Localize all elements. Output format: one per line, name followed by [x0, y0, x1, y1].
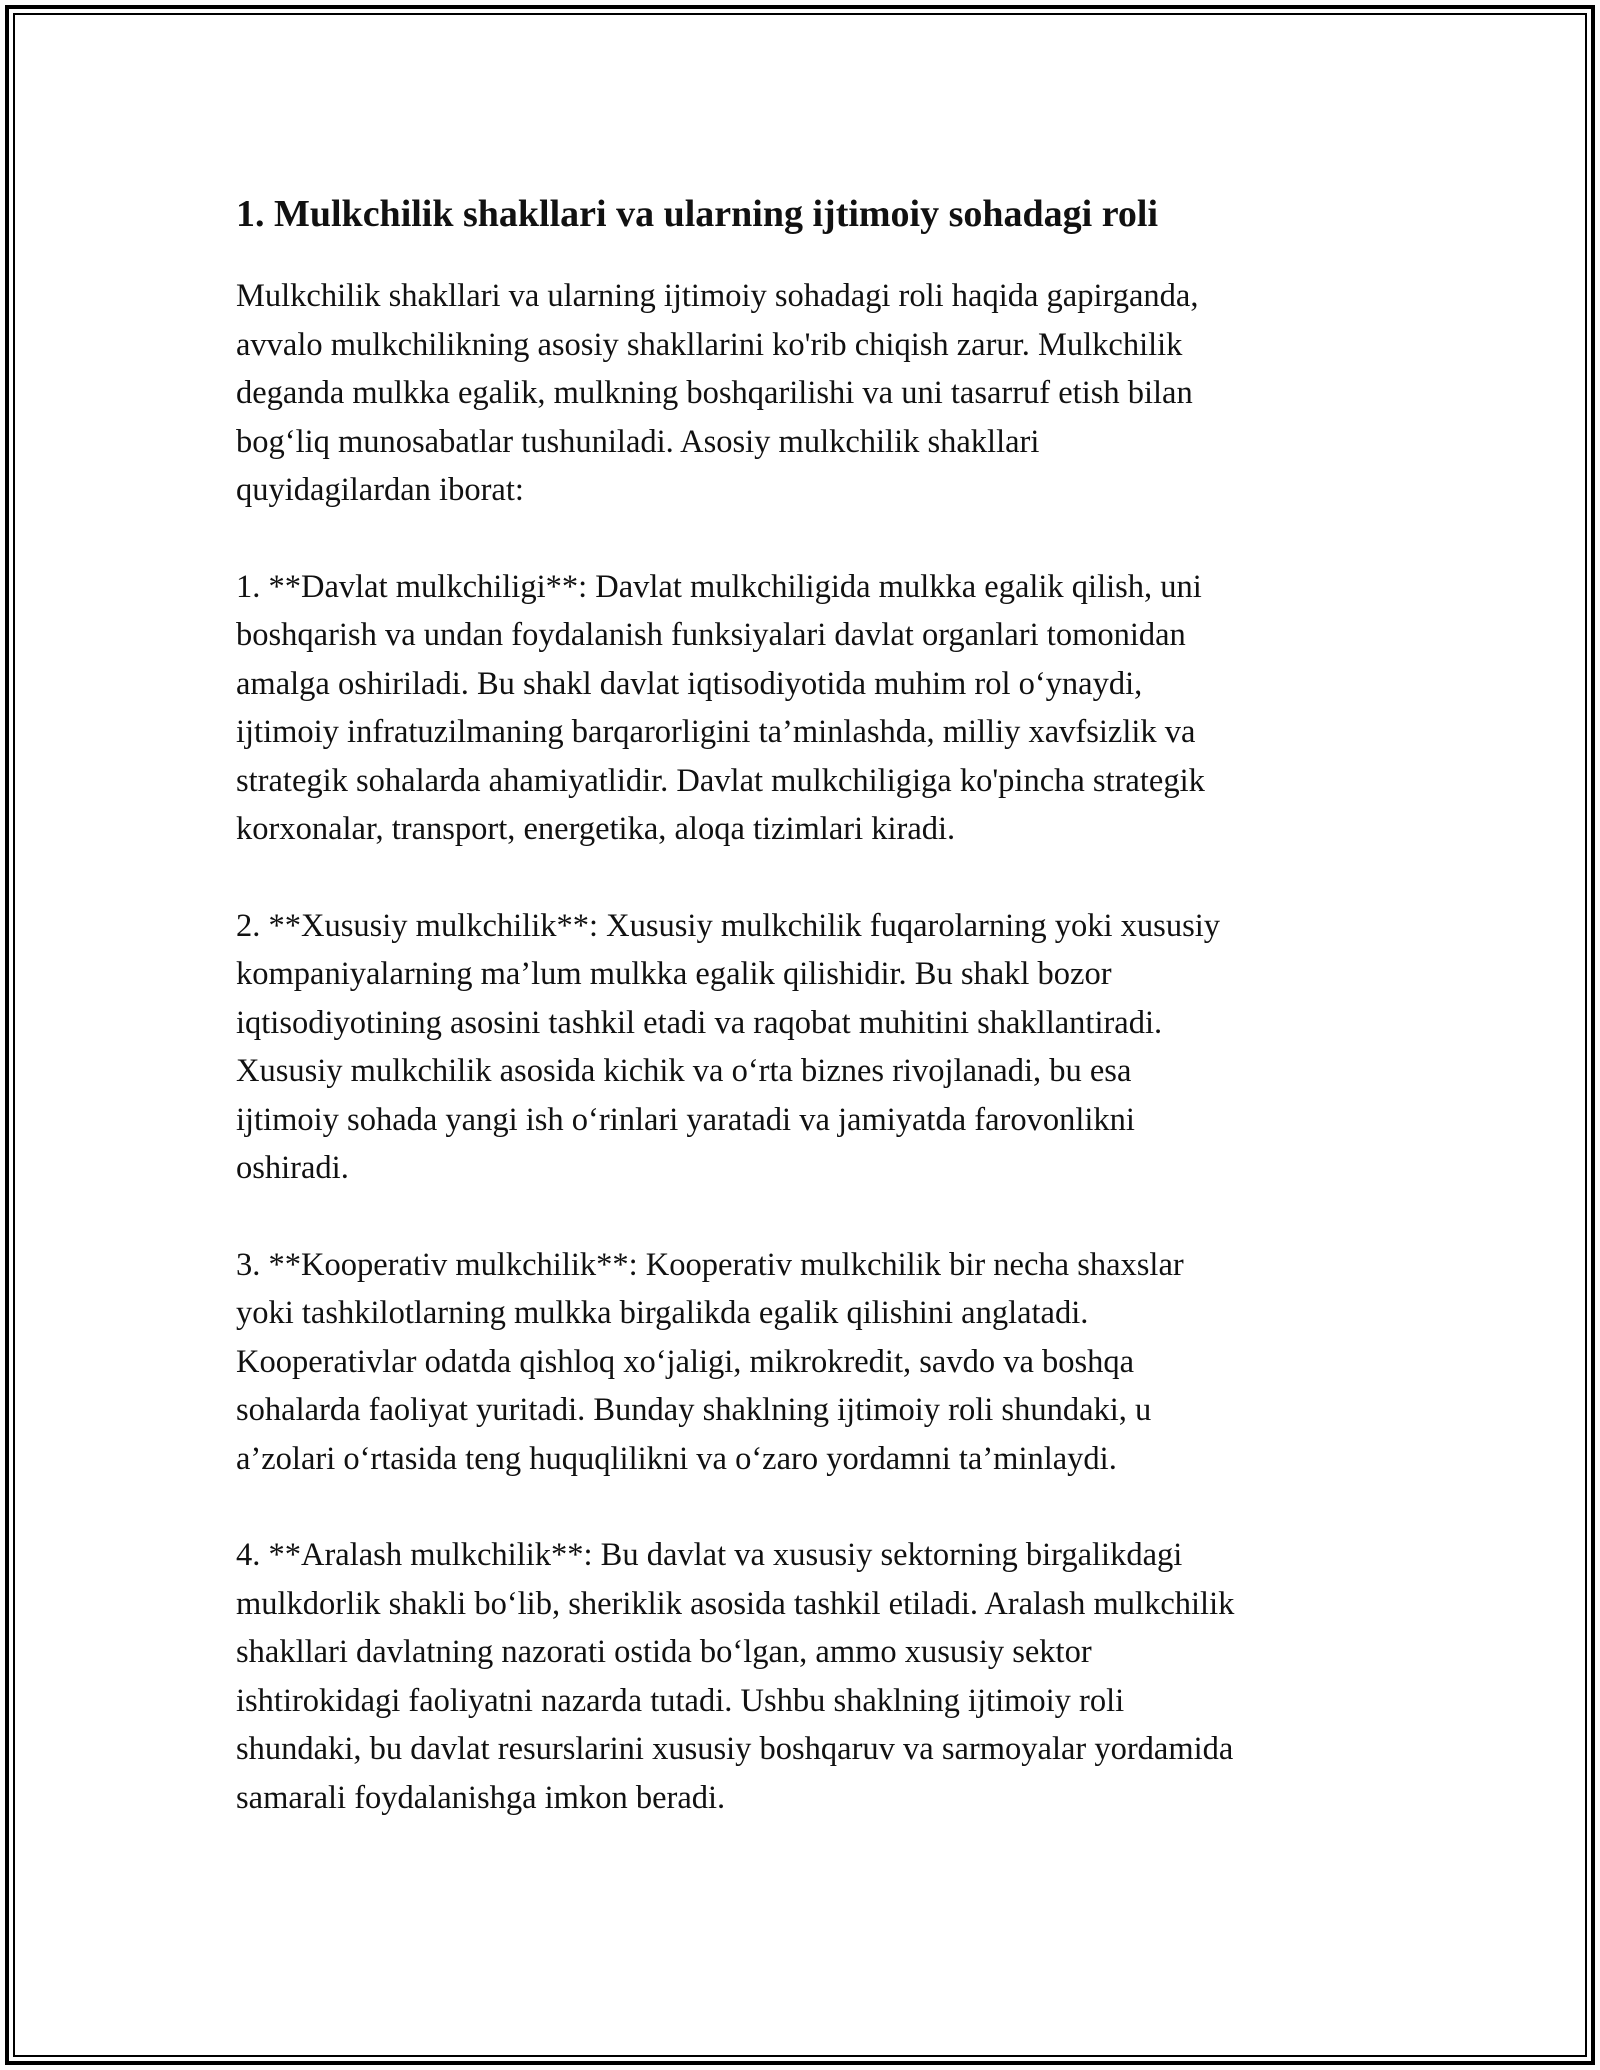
list-item-xususiy: 2. **Xususiy mulkchilik**: Xususiy mulkchilik fuqarolarning yoki xususiy kompaniyalarning ma’lum mulkka egalik qilishidir. Bu shakl bozor iqtisodiyotining asosini tashkil etadi va raqobat muhitini shakllantiradi. Xususiy mulkchilik asosida kichik va o‘rta biznes rivojlanadi, bu esa ijtimoiy sohada yangi ish o‘rinlari yaratadi va jamiyatda farovonlikni oshiradi. — [236, 907, 1220, 1186]
list-item-aralash: 4. **Aralash mulkchilik**: Bu davlat va xususiy sektorning birgalikdagi mulkdorlik shakli bo‘lib, sheriklik asosida tashkil etiladi. Aralash mulkchilik shakllari davlatning nazorati ostida bo‘lgan, ammo xususiy sektor ishtirokidagi faoliyatni nazarda tutadi. Ushbu shaklning ijtimoiy roli shundaki, bu davlat resurslarini xususiy boshqaruv va sarmoyalar yordamida samarali foydalanishga imkon beradi. — [236, 1537, 1235, 1816]
list-item-davlat: 1. **Davlat mulkchiligi**: Davlat mulkchiligida mulkka egalik qilish, uni boshqarish va undan foydalanish funksiyalari davlat organlari tomonidan amalga oshiriladi. Bu shakl davlat iqtisodiyotida muhim rol o‘ynaydi, ijtimoiy infratuzilmaning barqarorligini ta’minlashda, milliy xavfsizlik va strategik sohalarda ahamiyatlidir. Davlat mulkchiligiga ko'pincha strategik korxonalar, transport, energetika, aloqa tizimlari kiradi. — [236, 568, 1205, 847]
document-body — [236, 186, 1386, 1870]
intro-paragraph: Mulkchilik shakllari va ularning ijtimoiy sohadagi roli haqida gapirganda, avvalo mulkchilikning asosiy shakllarini ko'rib chiqish zarur. Mulkchilik deganda mulkka egalik, mulkning boshqarilishi va uni tasarruf etish bilan bog‘liq munosabatlar tushuniladi. Asosiy mulkchilik shakllari quyidagilardan iborat: — [236, 278, 1199, 508]
list-item-kooperativ: 3. **Kooperativ mulkchilik**: Kooperativ mulkchilik bir necha shaxslar yoki tashkilotlarning mulkka birgalikda egalik qilishini anglatadi. Kooperativlar odatda qishloq xo‘jaligi, mikrokredit, savdo va boshqa sohalarda faoliyat yuritadi. Bunday shaklning ijtimoiy roli shundaki, u a’zolari o‘rtasida teng huquqlilikni va o‘zaro yordamni ta’minlaydi. — [236, 1246, 1184, 1477]
section-heading: 1. Mulkchilik shakllari va ularning ijtimoiy sohadagi roli — [236, 193, 1159, 235]
